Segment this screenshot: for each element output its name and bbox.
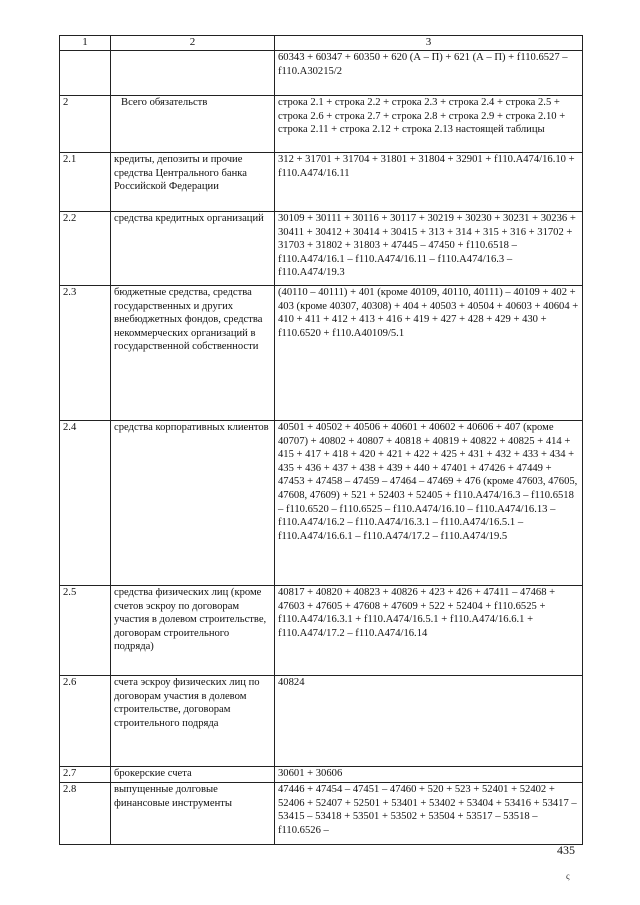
table-row [60, 783, 583, 845]
row-name: брокерские счета [111, 767, 275, 783]
row-number: 2.7 [60, 767, 111, 783]
table-header-row [60, 36, 583, 51]
row-name: средства кредитных организаций [111, 212, 275, 286]
row-formula: 30601 + 30606 [275, 767, 583, 783]
row-name: счета эскроу физических лиц по договорам участия в долевом строительстве, договорам строительного подряда [111, 676, 275, 767]
table-row [60, 96, 583, 153]
header-col-2: 2 [111, 36, 275, 51]
row-name: бюджетные средства, средства государственных и других внебюджетных фондов, средства некоммерческих организаций в государственной собственности [111, 286, 275, 421]
row-number: 2.4 [60, 421, 111, 586]
table-row [60, 286, 583, 421]
row-name: средства физических лиц (кроме счетов эскроу по договорам участия в долевом строительстве, договорам строительного подряда) [111, 586, 275, 676]
liabilities-table [59, 35, 583, 845]
row-formula: 40501 + 40502 + 40506 + 40601 + 40602 + 40606 + 407 (кроме 40707) + 40802 + 40807 + 40818 + 40819 + 40822 + 40825 + 414 + 415 + 417 + 418 + 420 + 421 + 422 + 425 + 431 + 432 + 433 + 434 + 435 + 436 + 437 + 438 + 439 + 440 + 47401 + 47426 + 47449 + 47453 + 47458 – 47459 – 47464 – 47469 + 476 (кроме 47603, 47605, 47608, 47609) + 521 + 52403 + 52405 + f110.A474/16.3 – f110.6518 – f110.6520 – f110.6525 – f110.A474/16.10 – f110.A474/16.13 – f110.A474/16.2 – f110.A474/16.3.1 – f110.A474/16.5.1 – f110.A474/16.6.1 – f110.A474/17.2 – f110.A474/19.5 [275, 421, 583, 586]
row-name: выпущенные долговые финансовые инструменты [111, 783, 275, 845]
table-row [60, 212, 583, 286]
row-formula: (40110 – 40111) + 401 (кроме 40109, 40110, 40111) – 40109 + 402 + 403 (кроме 40307, 40308) + 404 + 40503 + 40504 + 40603 + 40604 + 410 + 411 + 412 + 413 + 416 + 419 + 427 + 428 + 429 + 430 + f110.6520 + f110.A40109/5.1 [275, 286, 583, 421]
row-number: 2.1 [60, 153, 111, 212]
table-row [60, 767, 583, 783]
row-name: Всего обязательств [111, 96, 275, 153]
header-col-3: 3 [275, 36, 583, 51]
row-number: 2 [60, 96, 111, 153]
header-col-1: 1 [60, 36, 111, 51]
row-number [60, 51, 111, 96]
page-number: 435 [557, 843, 575, 857]
row-formula: 47446 + 47454 – 47451 – 47460 + 520 + 523 + 52401 + 52402 + 52406 + 52407 + 52501 + 53401 + 53402 + 53404 + 53416 + 53417 – 53415 – 53418 + 53501 + 53502 + 53504 + 53517 – 53518 – f110.6526 – [275, 783, 583, 845]
row-number: 2.8 [60, 783, 111, 845]
row-number: 2.5 [60, 586, 111, 676]
row-number: 2.6 [60, 676, 111, 767]
margin-mark: ς [566, 871, 570, 881]
table-row [60, 676, 583, 767]
row-name [111, 51, 275, 96]
row-formula: 40824 [275, 676, 583, 767]
row-formula: 60343 + 60347 + 60350 + 620 (А – П) + 621 (А – П) + f110.6527 – f110.A30215/2 [275, 51, 583, 96]
table-row [60, 51, 583, 96]
row-formula: строка 2.1 + строка 2.2 + строка 2.3 + строка 2.4 + строка 2.5 + строка 2.6 + строка 2.7 + строка 2.8 + строка 2.9 + строка 2.10 + строка 2.11 + строка 2.12 + строка 2.13 настоящей таблицы [275, 96, 583, 153]
row-formula: 40817 + 40820 + 40823 + 40826 + 423 + 426 + 47411 – 47468 + 47603 + 47605 + 47608 + 47609 + 522 + 52404 + f110.6525 + f110.A474/16.3.1 + f110.A474/16.5.1 + f110.A474/16.6.1 + f110.A474/17.2 – f110.A474/16.14 [275, 586, 583, 676]
table-row [60, 153, 583, 212]
row-number: 2.3 [60, 286, 111, 421]
table-row [60, 421, 583, 586]
table-row [60, 586, 583, 676]
row-formula: 30109 + 30111 + 30116 + 30117 + 30219 + 30230 + 30231 + 30236 + 30411 + 30412 + 30414 + 30415 + 313 + 314 + 315 + 316 + 31702 + 31703 + 31802 + 31803 + 47445 – 47450 + f110.6518 – f110.A474/16.1 – f110.A474/16.11 – f110.A474/16.3 – f110.A474/19.3 [275, 212, 583, 286]
row-name: средства корпоративных клиентов [111, 421, 275, 586]
row-formula: 312 + 31701 + 31704 + 31801 + 31804 + 32901 + f110.A474/16.10 + f110.A474/16.11 [275, 153, 583, 212]
row-number: 2.2 [60, 212, 111, 286]
table-body [60, 36, 583, 845]
row-name: кредиты, депозиты и прочие средства Центрального банка Российской Федерации [111, 153, 275, 212]
